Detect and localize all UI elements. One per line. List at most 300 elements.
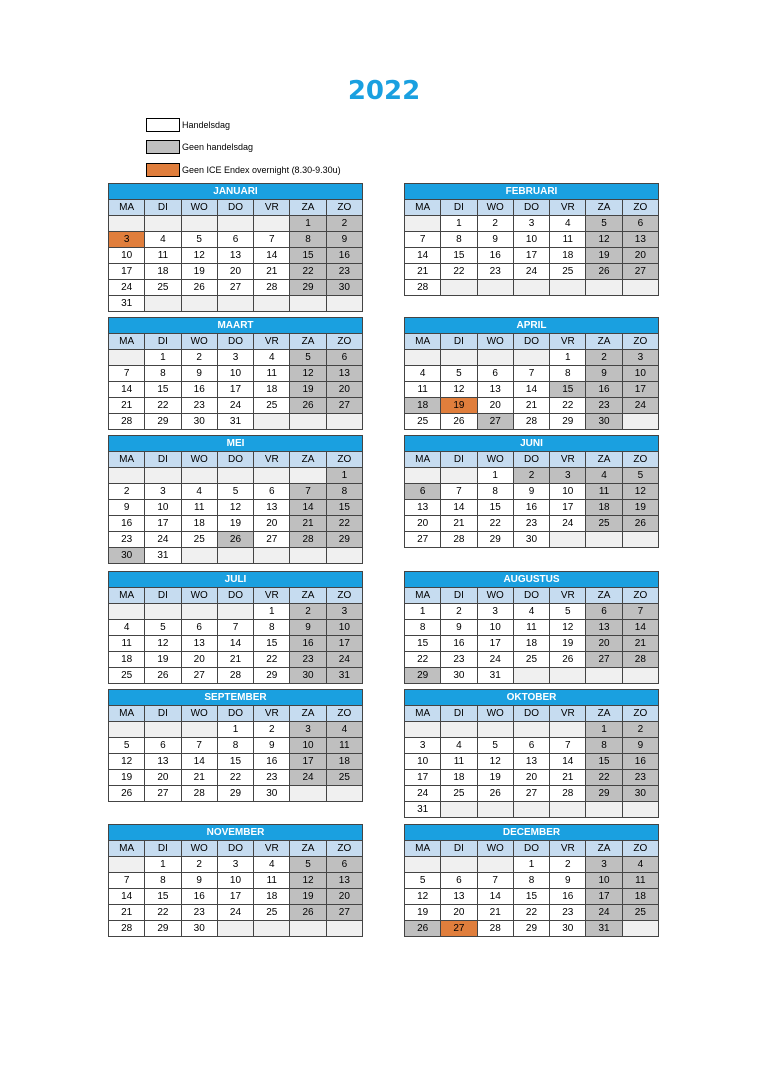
- day-cell: 26: [109, 786, 145, 802]
- empty-cell: [326, 296, 362, 312]
- day-cell: 7: [441, 484, 477, 500]
- empty-cell: [290, 921, 326, 937]
- day-cell: 3: [145, 484, 181, 500]
- day-cell: 31: [326, 668, 362, 684]
- empty-cell: [441, 280, 477, 296]
- empty-cell: [513, 350, 549, 366]
- weekday-header: DI: [441, 334, 477, 350]
- weekday-header: MA: [109, 200, 145, 216]
- month-maart: [108, 317, 363, 430]
- empty-cell: [326, 786, 362, 802]
- day-cell: 13: [217, 248, 253, 264]
- weekday-header: VR: [254, 706, 290, 722]
- day-cell: 25: [145, 280, 181, 296]
- day-cell: 27: [441, 921, 477, 937]
- weekday-header: DI: [441, 588, 477, 604]
- day-cell: 30: [513, 532, 549, 548]
- day-cell: 13: [586, 620, 622, 636]
- day-cell: 10: [145, 500, 181, 516]
- day-cell: 10: [290, 738, 326, 754]
- day-cell: 28: [622, 652, 658, 668]
- day-cell: 19: [550, 636, 586, 652]
- day-cell: 2: [326, 216, 362, 232]
- day-cell: 1: [326, 468, 362, 484]
- day-cell: 29: [254, 668, 290, 684]
- day-cell: 28: [217, 668, 253, 684]
- day-cell: 25: [405, 414, 441, 430]
- day-cell: 9: [513, 484, 549, 500]
- day-cell: 15: [290, 248, 326, 264]
- day-cell: 24: [622, 398, 658, 414]
- weekday-header: DO: [513, 200, 549, 216]
- day-cell: 10: [217, 366, 253, 382]
- day-cell: 30: [290, 668, 326, 684]
- day-cell: 23: [109, 532, 145, 548]
- day-cell: 12: [217, 500, 253, 516]
- day-cell: 5: [290, 350, 326, 366]
- day-cell: 16: [550, 889, 586, 905]
- empty-cell: [181, 468, 217, 484]
- empty-cell: [254, 468, 290, 484]
- day-cell: 27: [477, 414, 513, 430]
- day-cell: 1: [477, 468, 513, 484]
- day-cell: 20: [441, 905, 477, 921]
- day-cell: 30: [550, 921, 586, 937]
- weekday-header: ZA: [290, 200, 326, 216]
- day-cell: 17: [290, 754, 326, 770]
- empty-cell: [326, 548, 362, 564]
- day-cell: 5: [145, 620, 181, 636]
- day-cell: 14: [109, 382, 145, 398]
- day-cell: 1: [550, 350, 586, 366]
- day-cell: 3: [290, 722, 326, 738]
- day-cell: 23: [550, 905, 586, 921]
- day-cell: 5: [109, 738, 145, 754]
- day-cell: 12: [622, 484, 658, 500]
- weekday-header: ZO: [326, 706, 362, 722]
- empty-cell: [622, 532, 658, 548]
- day-cell: 10: [477, 620, 513, 636]
- empty-cell: [513, 668, 549, 684]
- weekday-header: ZA: [586, 334, 622, 350]
- day-cell: 27: [326, 398, 362, 414]
- empty-cell: [254, 296, 290, 312]
- day-cell: 31: [109, 296, 145, 312]
- day-cell: 11: [326, 738, 362, 754]
- empty-cell: [622, 802, 658, 818]
- day-cell: 29: [145, 921, 181, 937]
- empty-cell: [145, 468, 181, 484]
- day-cell: 26: [181, 280, 217, 296]
- day-cell: 13: [326, 873, 362, 889]
- day-cell: 28: [477, 921, 513, 937]
- weekday-header: WO: [181, 200, 217, 216]
- weekday-header: MA: [405, 452, 441, 468]
- weekday-header: VR: [550, 841, 586, 857]
- day-cell: 15: [217, 754, 253, 770]
- day-cell: 22: [145, 398, 181, 414]
- day-cell: 3: [217, 350, 253, 366]
- day-cell: 17: [109, 264, 145, 280]
- day-cell: 6: [405, 484, 441, 500]
- day-cell: 25: [109, 668, 145, 684]
- weekday-header: DO: [513, 452, 549, 468]
- weekday-header: ZO: [326, 334, 362, 350]
- empty-cell: [217, 548, 253, 564]
- day-cell: 6: [254, 484, 290, 500]
- day-cell: 23: [622, 770, 658, 786]
- day-cell: 20: [145, 770, 181, 786]
- day-cell: 22: [586, 770, 622, 786]
- month-december: [404, 824, 659, 937]
- day-cell: 16: [290, 636, 326, 652]
- day-cell: 12: [145, 636, 181, 652]
- day-cell: 22: [477, 516, 513, 532]
- day-cell: 11: [622, 873, 658, 889]
- day-cell: 19: [405, 905, 441, 921]
- day-cell: 9: [326, 232, 362, 248]
- day-cell: 31: [217, 414, 253, 430]
- empty-cell: [441, 468, 477, 484]
- day-cell: 15: [254, 636, 290, 652]
- day-cell: 5: [181, 232, 217, 248]
- weekday-header: DI: [145, 706, 181, 722]
- month-title: MAART: [109, 318, 363, 334]
- day-cell: 25: [513, 652, 549, 668]
- weekday-header: DO: [217, 200, 253, 216]
- day-cell: 5: [622, 468, 658, 484]
- weekday-header: MA: [109, 452, 145, 468]
- day-cell: 18: [254, 382, 290, 398]
- weekday-header: DI: [145, 452, 181, 468]
- day-cell: 29: [217, 786, 253, 802]
- day-cell: 26: [290, 398, 326, 414]
- weekday-header: ZA: [290, 706, 326, 722]
- empty-cell: [513, 802, 549, 818]
- month-title: AUGUSTUS: [405, 572, 659, 588]
- day-cell: 13: [622, 232, 658, 248]
- day-cell: 14: [477, 889, 513, 905]
- day-cell: 14: [441, 500, 477, 516]
- day-cell: 18: [550, 248, 586, 264]
- day-cell: 8: [326, 484, 362, 500]
- empty-cell: [254, 548, 290, 564]
- day-cell: 1: [145, 857, 181, 873]
- day-cell: 10: [622, 366, 658, 382]
- day-cell: 23: [181, 398, 217, 414]
- day-cell: 3: [109, 232, 145, 248]
- weekday-header: VR: [550, 588, 586, 604]
- day-cell: 17: [550, 500, 586, 516]
- weekday-header: MA: [405, 334, 441, 350]
- day-cell: 16: [181, 889, 217, 905]
- empty-cell: [405, 722, 441, 738]
- day-cell: 6: [326, 857, 362, 873]
- day-cell: 25: [181, 532, 217, 548]
- weekday-header: DO: [217, 588, 253, 604]
- weekday-header: VR: [550, 334, 586, 350]
- empty-cell: [441, 350, 477, 366]
- empty-cell: [254, 216, 290, 232]
- empty-cell: [290, 786, 326, 802]
- day-cell: 9: [254, 738, 290, 754]
- weekday-header: WO: [181, 841, 217, 857]
- day-cell: 17: [477, 636, 513, 652]
- day-cell: 4: [254, 350, 290, 366]
- month-januari: [108, 183, 363, 312]
- weekday-header: VR: [254, 452, 290, 468]
- weekday-header: MA: [405, 200, 441, 216]
- day-cell: 12: [477, 754, 513, 770]
- month-juli: [108, 571, 363, 684]
- empty-cell: [622, 280, 658, 296]
- day-cell: 2: [586, 350, 622, 366]
- day-cell: 13: [254, 500, 290, 516]
- day-cell: 4: [513, 604, 549, 620]
- empty-cell: [145, 722, 181, 738]
- day-cell: 19: [145, 652, 181, 668]
- day-cell: 19: [441, 398, 477, 414]
- empty-cell: [586, 532, 622, 548]
- empty-cell: [217, 468, 253, 484]
- day-cell: 14: [290, 500, 326, 516]
- empty-cell: [109, 857, 145, 873]
- day-cell: 26: [586, 264, 622, 280]
- day-cell: 8: [550, 366, 586, 382]
- day-cell: 20: [513, 770, 549, 786]
- day-cell: 24: [405, 786, 441, 802]
- day-cell: 24: [109, 280, 145, 296]
- day-cell: 5: [477, 738, 513, 754]
- day-cell: 9: [441, 620, 477, 636]
- empty-cell: [477, 802, 513, 818]
- weekday-header: WO: [181, 452, 217, 468]
- weekday-header: DO: [513, 334, 549, 350]
- day-cell: 6: [513, 738, 549, 754]
- day-cell: 14: [109, 889, 145, 905]
- month-title: MEI: [109, 436, 363, 452]
- empty-cell: [326, 414, 362, 430]
- day-cell: 18: [326, 754, 362, 770]
- weekday-header: VR: [254, 200, 290, 216]
- weekday-header: ZO: [622, 588, 658, 604]
- day-cell: 20: [405, 516, 441, 532]
- day-cell: 17: [622, 382, 658, 398]
- empty-cell: [109, 216, 145, 232]
- day-cell: 12: [550, 620, 586, 636]
- day-cell: 21: [181, 770, 217, 786]
- day-cell: 26: [622, 516, 658, 532]
- day-cell: 12: [441, 382, 477, 398]
- empty-cell: [217, 296, 253, 312]
- day-cell: 10: [513, 232, 549, 248]
- month-november: [108, 824, 363, 937]
- day-cell: 3: [217, 857, 253, 873]
- month-title: JULI: [109, 572, 363, 588]
- weekday-header: ZA: [586, 841, 622, 857]
- empty-cell: [477, 350, 513, 366]
- day-cell: 20: [586, 636, 622, 652]
- day-cell: 16: [181, 382, 217, 398]
- day-cell: 18: [145, 264, 181, 280]
- day-cell: 22: [290, 264, 326, 280]
- day-cell: 20: [622, 248, 658, 264]
- day-cell: 22: [513, 905, 549, 921]
- weekday-header: DO: [217, 841, 253, 857]
- weekday-header: ZO: [326, 452, 362, 468]
- empty-cell: [441, 857, 477, 873]
- day-cell: 28: [109, 921, 145, 937]
- day-cell: 24: [513, 264, 549, 280]
- day-cell: 6: [181, 620, 217, 636]
- day-cell: 7: [109, 366, 145, 382]
- day-cell: 27: [586, 652, 622, 668]
- day-cell: 13: [477, 382, 513, 398]
- day-cell: 8: [405, 620, 441, 636]
- day-cell: 4: [109, 620, 145, 636]
- day-cell: 10: [217, 873, 253, 889]
- day-cell: 12: [290, 873, 326, 889]
- day-cell: 29: [586, 786, 622, 802]
- day-cell: 26: [145, 668, 181, 684]
- day-cell: 7: [254, 232, 290, 248]
- weekday-header: ZO: [622, 452, 658, 468]
- day-cell: 21: [290, 516, 326, 532]
- day-cell: 10: [326, 620, 362, 636]
- day-cell: 27: [254, 532, 290, 548]
- month-september: [108, 689, 363, 802]
- day-cell: 5: [550, 604, 586, 620]
- day-cell: 28: [290, 532, 326, 548]
- day-cell: 28: [109, 414, 145, 430]
- day-cell: 11: [254, 366, 290, 382]
- day-cell: 27: [145, 786, 181, 802]
- legend-swatch-white: [146, 118, 180, 132]
- empty-cell: [145, 216, 181, 232]
- day-cell: 13: [405, 500, 441, 516]
- day-cell: 1: [441, 216, 477, 232]
- day-cell: 21: [217, 652, 253, 668]
- day-cell: 26: [405, 921, 441, 937]
- day-cell: 16: [441, 636, 477, 652]
- weekday-header: ZO: [622, 334, 658, 350]
- day-cell: 8: [145, 366, 181, 382]
- day-cell: 25: [326, 770, 362, 786]
- month-title: FEBRUARI: [405, 184, 659, 200]
- day-cell: 11: [145, 248, 181, 264]
- day-cell: 7: [290, 484, 326, 500]
- legend-label: Geen ICE Endex overnight (8.30-9.30u): [182, 164, 341, 175]
- day-cell: 21: [477, 905, 513, 921]
- legend-item-no-trading-day: [146, 139, 253, 154]
- day-cell: 6: [326, 350, 362, 366]
- day-cell: 6: [145, 738, 181, 754]
- empty-cell: [254, 414, 290, 430]
- day-cell: 18: [109, 652, 145, 668]
- day-cell: 17: [405, 770, 441, 786]
- day-cell: 8: [290, 232, 326, 248]
- day-cell: 24: [326, 652, 362, 668]
- day-cell: 6: [441, 873, 477, 889]
- weekday-header: ZO: [326, 200, 362, 216]
- day-cell: 19: [622, 500, 658, 516]
- empty-cell: [217, 216, 253, 232]
- weekday-header: DO: [217, 334, 253, 350]
- weekday-header: MA: [109, 588, 145, 604]
- day-cell: 14: [254, 248, 290, 264]
- day-cell: 5: [405, 873, 441, 889]
- empty-cell: [326, 921, 362, 937]
- day-cell: 14: [217, 636, 253, 652]
- empty-cell: [217, 604, 253, 620]
- day-cell: 23: [290, 652, 326, 668]
- day-cell: 23: [477, 264, 513, 280]
- weekday-header: MA: [109, 841, 145, 857]
- weekday-header: WO: [477, 334, 513, 350]
- day-cell: 14: [405, 248, 441, 264]
- weekday-header: ZO: [326, 841, 362, 857]
- day-cell: 3: [550, 468, 586, 484]
- month-title: NOVEMBER: [109, 825, 363, 841]
- day-cell: 24: [586, 905, 622, 921]
- weekday-header: ZA: [586, 588, 622, 604]
- empty-cell: [550, 802, 586, 818]
- empty-cell: [145, 296, 181, 312]
- day-cell: 19: [477, 770, 513, 786]
- day-cell: 20: [254, 516, 290, 532]
- empty-cell: [550, 280, 586, 296]
- day-cell: 31: [586, 921, 622, 937]
- day-cell: 15: [477, 500, 513, 516]
- weekday-header: ZA: [586, 706, 622, 722]
- day-cell: 8: [145, 873, 181, 889]
- day-cell: 23: [181, 905, 217, 921]
- day-cell: 30: [326, 280, 362, 296]
- day-cell: 23: [254, 770, 290, 786]
- day-cell: 14: [550, 754, 586, 770]
- day-cell: 18: [586, 500, 622, 516]
- empty-cell: [290, 296, 326, 312]
- empty-cell: [550, 722, 586, 738]
- day-cell: 27: [181, 668, 217, 684]
- day-cell: 24: [290, 770, 326, 786]
- day-cell: 18: [405, 398, 441, 414]
- day-cell: 18: [254, 889, 290, 905]
- weekday-header: VR: [254, 334, 290, 350]
- day-cell: 2: [622, 722, 658, 738]
- day-cell: 21: [254, 264, 290, 280]
- day-cell: 24: [550, 516, 586, 532]
- day-cell: 23: [513, 516, 549, 532]
- day-cell: 29: [145, 414, 181, 430]
- empty-cell: [109, 350, 145, 366]
- day-cell: 7: [181, 738, 217, 754]
- weekday-header: ZO: [622, 841, 658, 857]
- weekday-header: MA: [405, 841, 441, 857]
- day-cell: 25: [254, 398, 290, 414]
- day-cell: 16: [477, 248, 513, 264]
- day-cell: 17: [513, 248, 549, 264]
- day-cell: 23: [326, 264, 362, 280]
- day-cell: 28: [550, 786, 586, 802]
- empty-cell: [586, 280, 622, 296]
- day-cell: 9: [109, 500, 145, 516]
- day-cell: 20: [326, 889, 362, 905]
- day-cell: 11: [550, 232, 586, 248]
- day-cell: 8: [441, 232, 477, 248]
- legend-swatch-grey: [146, 140, 180, 154]
- day-cell: 16: [326, 248, 362, 264]
